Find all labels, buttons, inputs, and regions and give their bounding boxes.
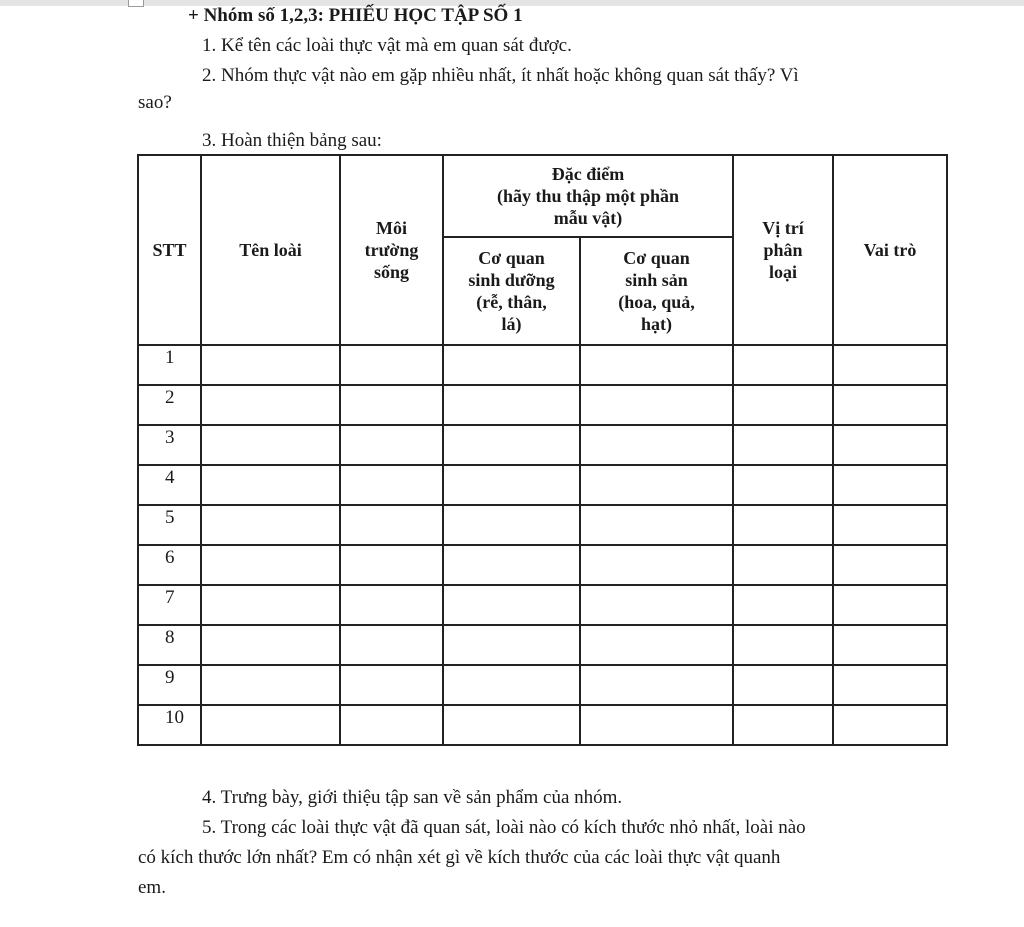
table-row [138,545,947,585]
table-cell[interactable] [733,425,833,465]
table-cell[interactable] [201,505,340,545]
table-cell[interactable] [201,665,340,705]
row-number: 9 [138,665,201,705]
header-co-quan-sinh-san: Cơ quan sinh sản (hoa, quả, hạt) [580,237,733,345]
table-cell[interactable] [733,705,833,745]
header-vi-tri-phan-loai: Vị trí phân loại [733,155,833,345]
worksheet-heading: + Nhóm số 1,2,3: PHIẾU HỌC TẬP SỐ 1 [188,5,523,26]
table-row [138,345,947,385]
table-cell[interactable] [833,705,947,745]
table-cell[interactable] [733,345,833,385]
table-cell[interactable] [201,385,340,425]
table-cell[interactable] [340,505,443,545]
table-cell[interactable] [833,585,947,625]
table-cell[interactable] [580,665,733,705]
header-co-quan-sinh-duong: Cơ quan sinh dưỡng (rễ, thân, lá) [443,237,580,345]
table-cell[interactable] [340,465,443,505]
table-cell[interactable] [340,665,443,705]
table-cell[interactable] [443,585,580,625]
row-number: 2 [138,385,201,425]
table-cell[interactable] [580,585,733,625]
table-cell[interactable] [580,505,733,545]
table-cell[interactable] [580,625,733,665]
table-cell[interactable] [580,705,733,745]
table-cell[interactable] [443,625,580,665]
table-cell[interactable] [201,705,340,745]
table-row [138,385,947,425]
table-cell[interactable] [443,385,580,425]
row-number: 5 [138,505,201,545]
table-cell[interactable] [580,545,733,585]
header-moi-truong-song: Môi trường sống [340,155,443,345]
table-cell[interactable] [201,625,340,665]
row-number: 1 [138,345,201,385]
question-5-line-1: 5. Trong các loài thực vật đã quan sát, loài nào có kích thước nhỏ nhất, loài nào [202,817,806,838]
table-cell[interactable] [201,585,340,625]
table-cell[interactable] [833,545,947,585]
row-number: 4 [138,465,201,505]
table-cell[interactable] [733,585,833,625]
question-4: 4. Trưng bày, giới thiệu tập san về sản phẩm của nhóm. [202,787,623,808]
text-cursor-marker [128,0,144,7]
table-cell[interactable] [340,545,443,585]
table-cell[interactable] [833,425,947,465]
table-cell[interactable] [833,345,947,385]
table-row [138,665,947,705]
question-5-line-2: có kích thước lớn nhất? Em có nhận xét gì về kích thước của các loài thực vật quanh [138,847,781,868]
header-vai-tro: Vai trò [833,155,947,345]
table-cell[interactable] [580,345,733,385]
row-number: 3 [138,425,201,465]
table-cell[interactable] [201,465,340,505]
table-row [138,425,947,465]
plant-observation-table [137,154,948,746]
table-row [138,625,947,665]
table-cell[interactable] [833,385,947,425]
table-cell[interactable] [733,505,833,545]
table-cell[interactable] [443,345,580,385]
table-cell[interactable] [201,345,340,385]
table-row [138,585,947,625]
table-row [138,465,947,505]
table-cell[interactable] [201,545,340,585]
table-cell[interactable] [340,625,443,665]
table-cell[interactable] [443,505,580,545]
table-row [138,505,947,545]
table-cell[interactable] [833,505,947,545]
table-cell[interactable] [201,425,340,465]
table-cell[interactable] [580,465,733,505]
table-cell[interactable] [340,425,443,465]
question-3: 3. Hoàn thiện bảng sau: [202,130,382,151]
header-stt: STT [138,155,201,345]
table-cell[interactable] [733,545,833,585]
table-cell[interactable] [580,385,733,425]
table-cell[interactable] [580,425,733,465]
table-cell[interactable] [833,625,947,665]
row-number: 7 [138,585,201,625]
table-cell[interactable] [340,705,443,745]
table-cell[interactable] [340,385,443,425]
table-cell[interactable] [340,345,443,385]
table-cell[interactable] [733,625,833,665]
question-1: 1. Kể tên các loài thực vật mà em quan sát được. [202,35,572,56]
table-row [138,705,947,745]
table-cell[interactable] [733,665,833,705]
table-cell[interactable] [833,665,947,705]
question-5-line-3: em. [138,877,166,898]
row-number: 8 [138,625,201,665]
table-cell[interactable] [443,665,580,705]
header-ten-loai: Tên loài [201,155,340,345]
table-cell[interactable] [733,465,833,505]
question-2-line-1: 2. Nhóm thực vật nào em gặp nhiều nhất, ít nhất hoặc không quan sát thấy? Vì [202,65,799,86]
table-cell[interactable] [443,425,580,465]
table-cell[interactable] [443,705,580,745]
table-cell[interactable] [443,465,580,505]
table-cell[interactable] [733,385,833,425]
table-cell[interactable] [340,585,443,625]
row-number: 10 [138,705,201,745]
header-dac-diem: Đặc điểm (hãy thu thập một phần mẫu vật) [443,155,733,237]
row-number: 6 [138,545,201,585]
table-cell[interactable] [443,545,580,585]
table-cell[interactable] [833,465,947,505]
question-2-line-2: sao? [138,92,172,113]
